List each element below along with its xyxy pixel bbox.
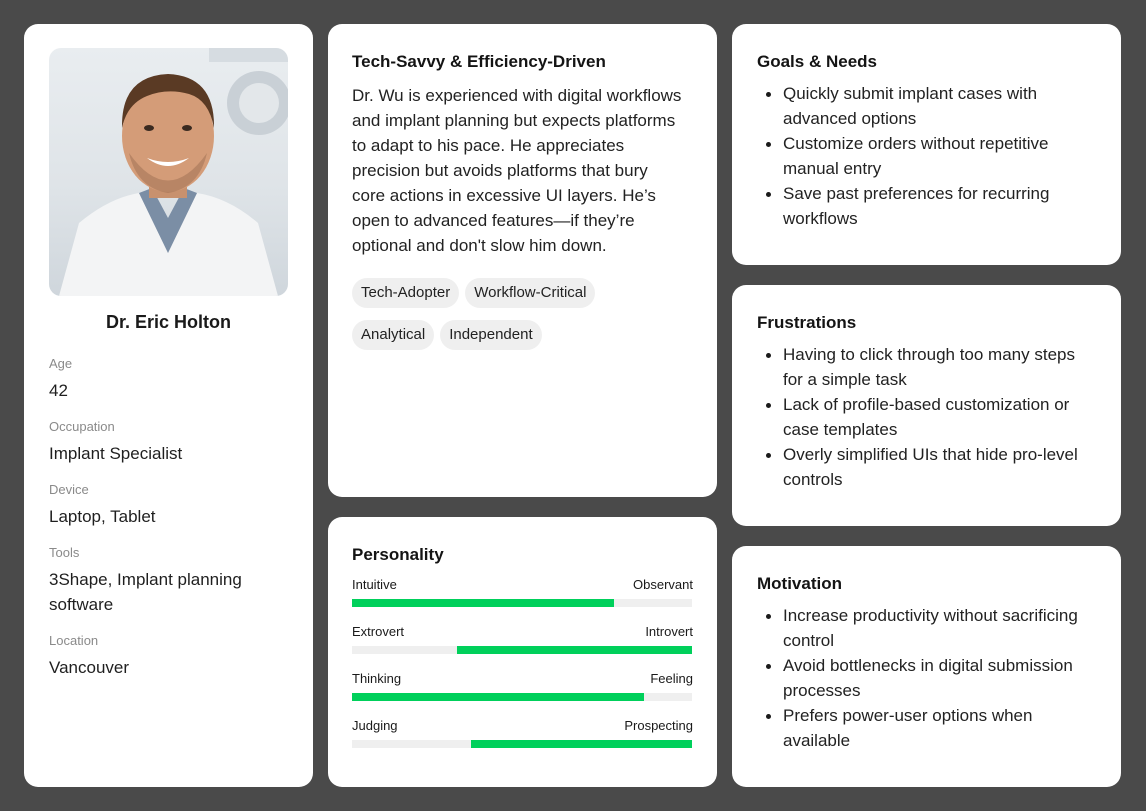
- tag-chip: Independent: [440, 320, 541, 350]
- tag-chip: Workflow-Critical: [465, 278, 595, 308]
- trait-left-label: Thinking: [352, 671, 402, 686]
- goals-title: Goals & Needs: [757, 52, 877, 71]
- trait-row: [352, 624, 693, 654]
- field-label: Occupation: [49, 419, 115, 434]
- field-value: Laptop, Tablet: [49, 507, 156, 526]
- field-location: [49, 633, 299, 680]
- frustrations-card: [732, 285, 1121, 526]
- field-age: [49, 356, 299, 403]
- trait-bar-fill: [352, 599, 614, 607]
- field-tools: [49, 545, 299, 617]
- field-value: 3Shape, Implant planning software: [49, 570, 242, 614]
- avatar: [49, 48, 288, 296]
- trait-right-label: Introvert: [645, 624, 693, 639]
- list-item: Quickly submit implant cases with advanced options: [757, 81, 1097, 131]
- trait-right-label: Feeling: [650, 671, 693, 686]
- trait-row: [352, 671, 693, 701]
- bio-text: Dr. Wu is experienced with digital workflows and implant planning but expects platforms to adapt to his pace. He appreciates precision but avoids platforms that bury core actions in excessive UI layers. He’s open to advanced features—if they’re optional and don't slow him down.: [352, 86, 682, 255]
- trait-bar-track: [352, 740, 692, 748]
- trait-bar-fill: [352, 693, 644, 701]
- profile-card: [24, 24, 313, 787]
- motivation-card: [732, 546, 1121, 787]
- trait-list: [352, 577, 693, 748]
- list-item: Lack of profile-based customization or case templates: [757, 392, 1097, 442]
- frustrations-list: [757, 342, 1097, 492]
- list-item: Avoid bottlenecks in digital submission processes: [757, 653, 1097, 703]
- profile-fields: [49, 356, 299, 696]
- trait-bar-track: [352, 646, 692, 654]
- field-value: Vancouver: [49, 658, 130, 677]
- bio-card: [328, 24, 717, 497]
- frustrations-title: Frustrations: [757, 313, 857, 332]
- trait-left-label: Judging: [352, 718, 398, 733]
- field-device: [49, 482, 299, 529]
- trait-bar-track: [352, 693, 692, 701]
- goals-list: [757, 81, 1097, 231]
- trait-bar-track: [352, 599, 692, 607]
- trait-right-label: Observant: [633, 577, 693, 592]
- personality-card: [328, 517, 717, 787]
- goals-card: [732, 24, 1121, 265]
- trait-row: [352, 577, 693, 607]
- field-value: Implant Specialist: [49, 444, 183, 463]
- trait-right-label: Prospecting: [624, 718, 693, 733]
- tag-list: [352, 278, 652, 350]
- field-label: Location: [49, 633, 99, 648]
- personality-title: Personality: [352, 545, 444, 564]
- list-item: Prefers power-user options when available: [757, 703, 1097, 753]
- field-label: Device: [49, 482, 89, 497]
- list-item: Overly simplified UIs that hide pro-level controls: [757, 442, 1097, 492]
- field-value: 42: [49, 381, 68, 400]
- trait-left-label: Intuitive: [352, 577, 397, 592]
- field-label: Tools: [49, 545, 80, 560]
- trait-row: [352, 718, 693, 748]
- profile-name: Dr. Eric Holton: [105, 312, 231, 332]
- list-item: Having to click through too many steps for a simple task: [757, 342, 1097, 392]
- motivation-title: Motivation: [757, 574, 842, 593]
- field-label: Age: [49, 356, 73, 371]
- trait-left-label: Extrovert: [352, 624, 405, 639]
- bio-title: Tech-Savvy & Efficiency-Driven: [352, 52, 606, 71]
- profile-photo: [49, 48, 288, 296]
- trait-bar-fill: [457, 646, 692, 654]
- list-item: Save past preferences for recurring workflows: [757, 181, 1097, 231]
- field-occupation: [49, 419, 299, 466]
- trait-bar-fill: [471, 740, 692, 748]
- list-item: Customize orders without repetitive manual entry: [757, 131, 1097, 181]
- tag-chip: Tech-Adopter: [352, 278, 459, 308]
- list-item: Increase productivity without sacrificing control: [757, 603, 1097, 653]
- tag-chip: Analytical: [352, 320, 434, 350]
- motivation-list: [757, 603, 1097, 753]
